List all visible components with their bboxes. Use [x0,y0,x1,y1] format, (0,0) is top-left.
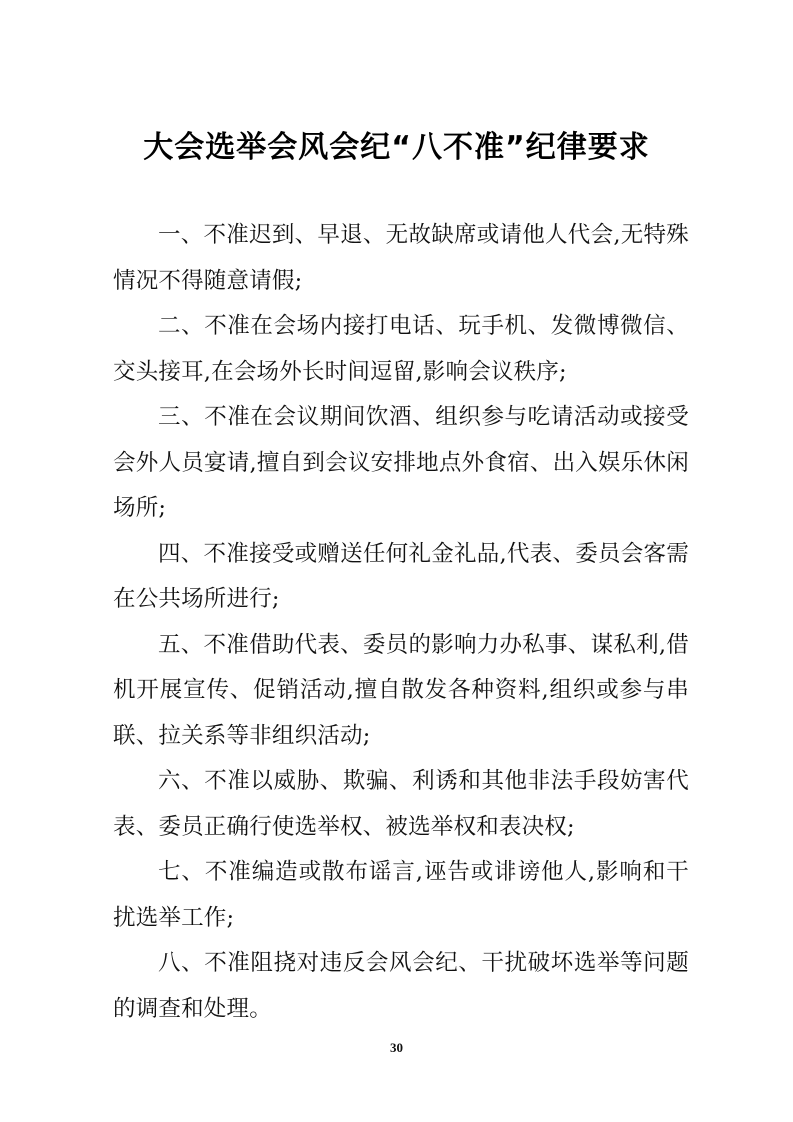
document-body [113,213,689,1032]
page-number: 30 [390,1040,403,1055]
rule-paragraph-2: 二、不准在会场内接打电话、玩手机、发微博微信、交头接耳,在会场外长时间逗留,影响会议秩序; [113,313,689,385]
rule-paragraph-1: 一、不准迟到、早退、无故缺席或请他人代会,无特殊情况不得随意请假; [113,222,689,294]
rule-paragraph-4: 四、不准接受或赠送任何礼金礼品,代表、委员会客需在公共场所进行; [113,540,689,612]
document-title: 大会选举会风会纪“八不准”纪律要求 [143,130,650,165]
rule-paragraph-3: 三、不准在会议期间饮酒、组织参与吃请活动或接受会外人员宴请,擅自到会议安排地点外食宿、出入娱乐休闲场所; [113,404,689,521]
rule-paragraph-5: 五、不准借助代表、委员的影响力办私事、谋私利,借机开展宣传、促销活动,擅自散发各种资料,组织或参与串联、拉关系等非组织活动; [113,631,689,749]
rule-paragraph-7: 七、不准编造或散布谣言,诬告或诽谤他人,影响和干扰选举工作; [113,859,689,931]
rule-paragraph-8: 八、不准阻挠对违反会风会纪、干扰破坏选举等问题的调查和处理。 [113,950,689,1022]
rule-paragraph-6: 六、不准以威胁、欺骗、利诱和其他非法手段妨害代表、委员正确行使选举权、被选举权和表决权; [113,768,689,840]
